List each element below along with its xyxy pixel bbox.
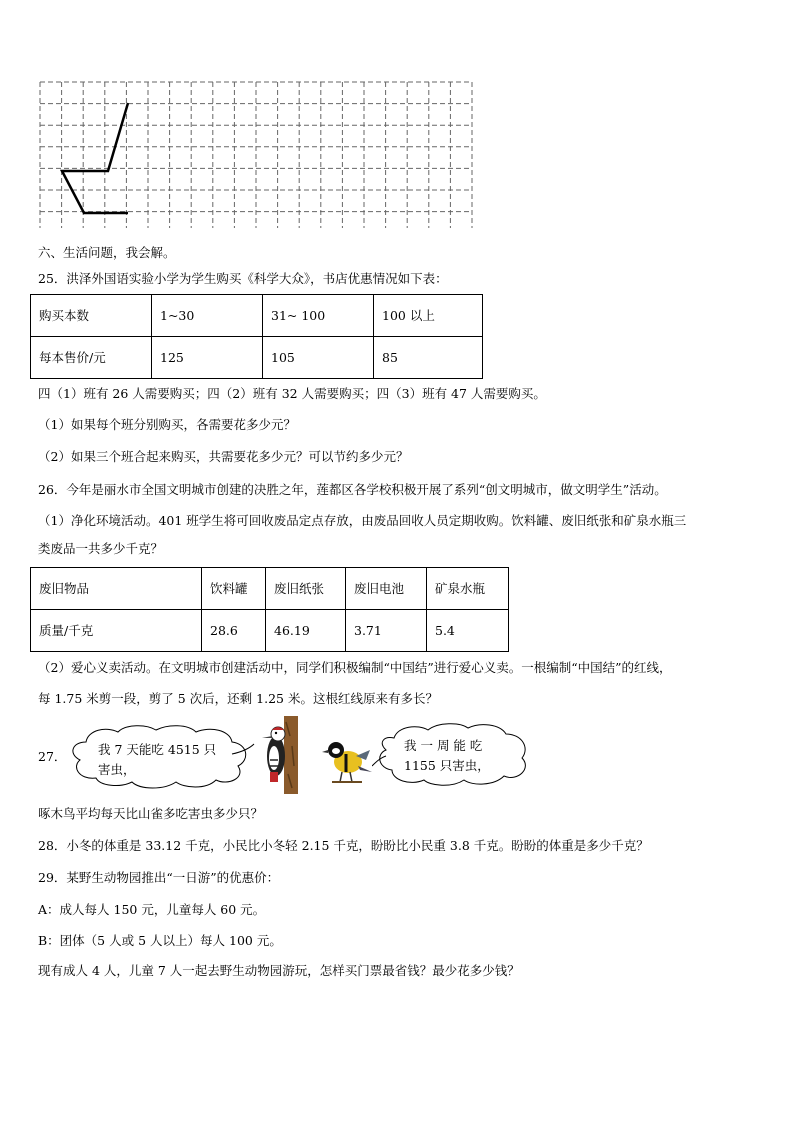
tit-bird-icon [322,738,374,784]
table-cell: 饮料罐 [202,568,266,610]
table-cell: 46.19 [266,610,346,652]
q29-option-b: B：团体（5 人或 5 人以上）每人 100 元。 [38,933,282,948]
woodpecker-icon [256,716,302,794]
q26-table [30,567,509,652]
bubble2-line2: 1155 只害虫， [404,758,490,773]
table-cell: 85 [374,337,483,379]
table-row [31,610,509,652]
q29-question: 现有成人 4 人，儿童 7 人一起去野生动物园游玩，怎样买门票最省钱？最少花多少钱？ [38,963,520,978]
drawn-shape [62,103,128,213]
table-cell: 购买本数 [31,295,152,337]
q29-stem: 29．某野生动物园推出“一日游”的优惠价： [38,870,280,885]
q26-sub1-line2: 类废品一共多少千克？ [38,541,164,556]
table-cell: 100 以上 [374,295,483,337]
grid-figure [34,78,484,228]
table-cell: 3.71 [346,610,427,652]
q25-table [30,294,483,379]
bubble2-line1: 我 一 周 能 吃 [404,738,483,753]
table-cell: 31~ 100 [263,295,374,337]
q26-sub1-line1: （1）净化环境活动。401 班学生将可回收废品定点存放，由废品回收人员定期收购。饮料罐、废旧纸张和矿泉水瓶三 [38,513,687,528]
table-cell: 质量/千克 [31,610,202,652]
q29-option-a: A：成人每人 150 元，儿童每人 60 元。 [38,902,266,917]
table-cell: 125 [152,337,263,379]
table-cell: 每本售价/元 [31,337,152,379]
q26-stem: 26．今年是丽水市全国文明城市创建的决胜之年，莲都区各学校积极开展了系列“创文明城市，做文明学生”活动。 [38,482,667,497]
table-cell: 5.4 [427,610,509,652]
q25-sub2: （2）如果三个班合起来购买，共需要花多少元？可以节约多少元？ [38,449,409,464]
table-cell: 1~30 [152,295,263,337]
table-row [31,295,483,337]
bubble1-line2: 害虫， [98,762,136,777]
table-cell: 矿泉水瓶 [427,568,509,610]
q25-sub1: （1）如果每个班分别购买，各需要花多少元？ [38,417,296,432]
table-cell: 废旧纸张 [266,568,346,610]
q25-stem: 25．洪泽外国语实验小学为学生购买《科学大众》，书店优惠情况如下表： [38,271,448,286]
table-row [31,337,483,379]
table-row [31,568,509,610]
q26-sub2-line1: （2）爱心义卖活动。在文明城市创建活动中，同学们积极编制“中国结”进行爱心义卖。一根编制“中国结”的红线， [38,660,672,675]
section-title: 六、生活问题，我会解。 [38,245,176,260]
table-cell: 废旧物品 [31,568,202,610]
q28-text: 28．小冬的体重是 33.12 千克，小民比小冬轻 2.15 千克，盼盼比小民重 3.8 千克。盼盼的体重是多少千克？ [38,838,649,853]
q25-info: 四（1）班有 26 人需要购买；四（2）班有 32 人需要购买；四（3）班有 47 人需要购买。 [38,386,546,401]
table-cell: 105 [263,337,374,379]
bubble1-line1: 我 7 天能吃 4515 只 [98,742,217,757]
q27-number: 27． [38,749,67,764]
table-cell: 废旧电池 [346,568,427,610]
q27-question: 啄木鸟平均每天比山雀多吃害虫多少只？ [38,806,264,821]
table-cell: 28.6 [202,610,266,652]
q26-sub2-line2: 每 1.75 米剪一段，剪了 5 次后，还剩 1.25 米。这根红线原来有多长？ [38,691,438,706]
